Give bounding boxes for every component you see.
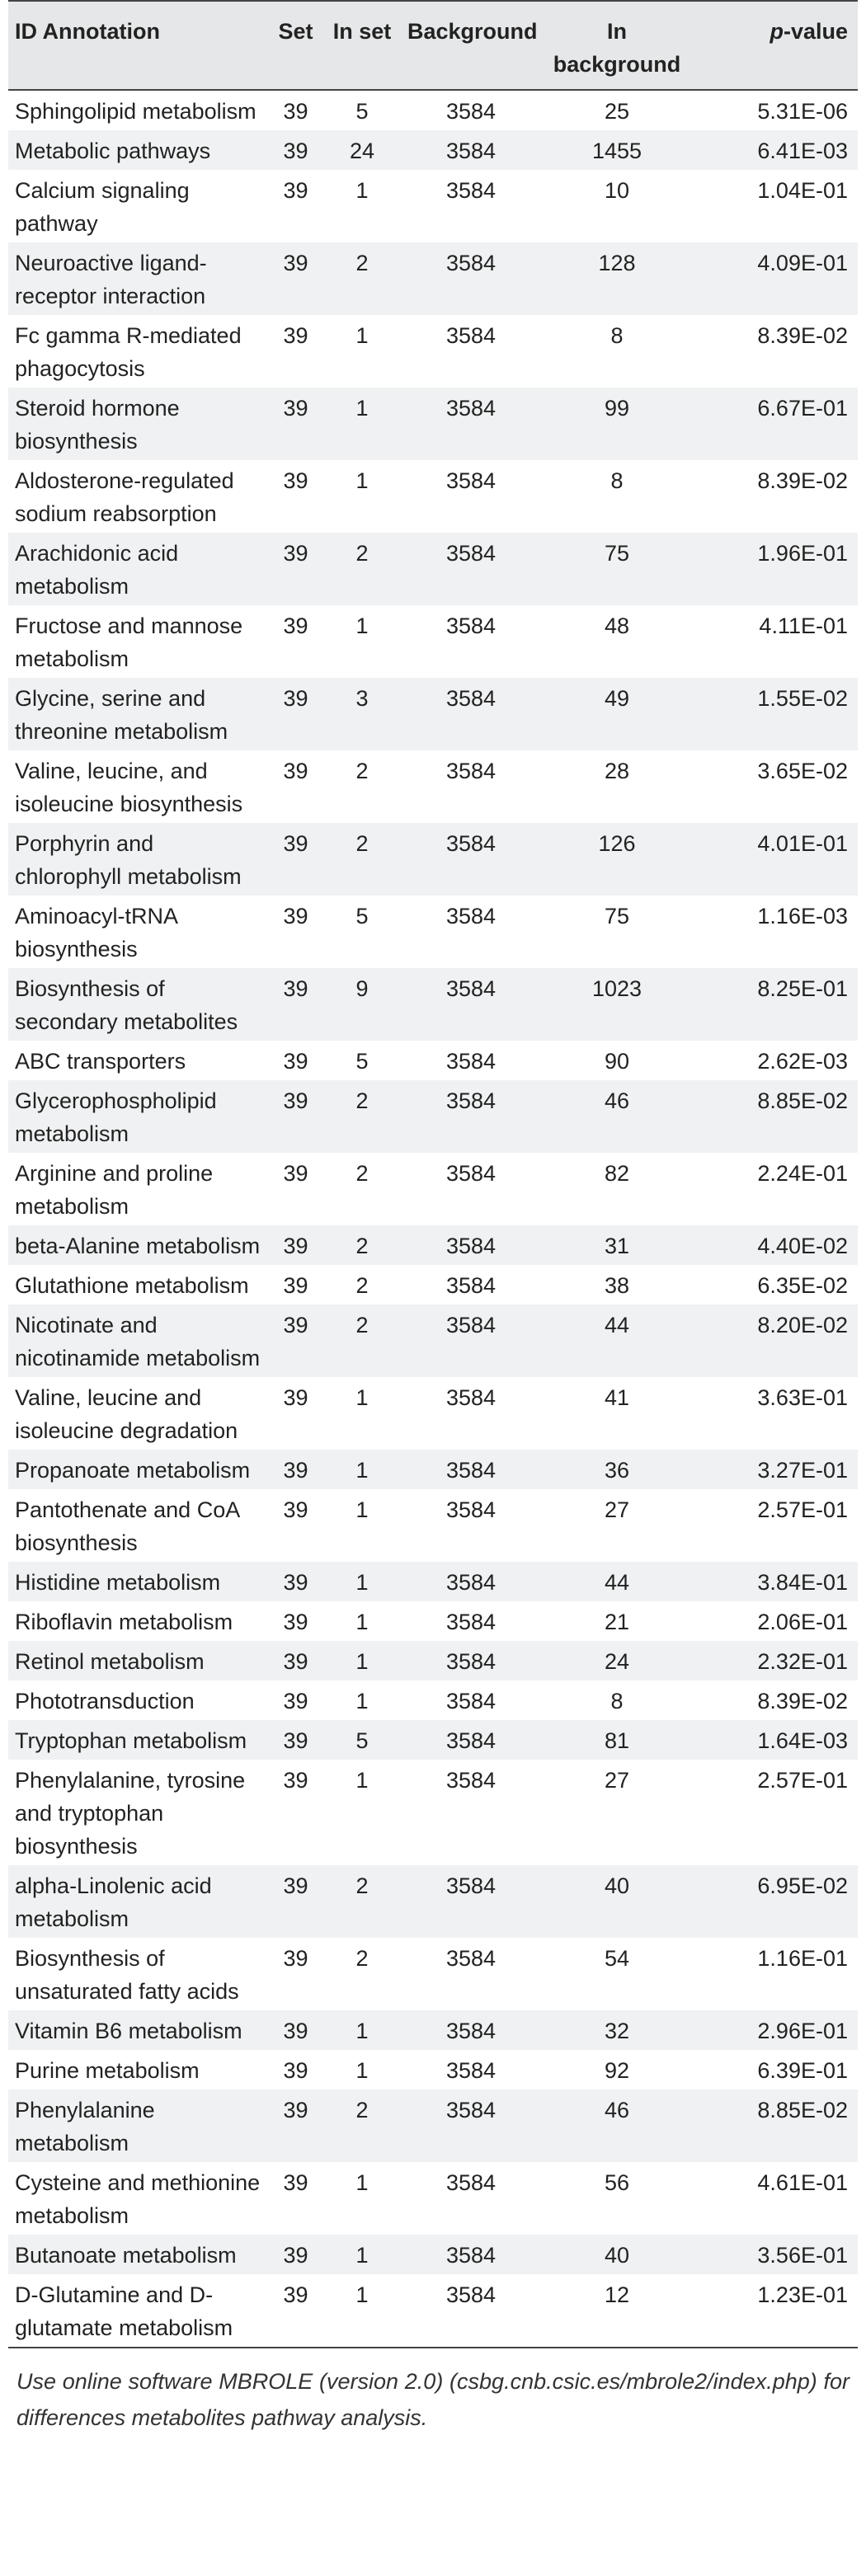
cell-background: 3584	[445, 178, 497, 203]
table-row	[8, 242, 858, 315]
table-row	[8, 1562, 858, 1601]
header-row	[8, 1, 858, 90]
cell-in-background: 27	[604, 1768, 630, 1793]
cell-set: 39	[283, 1049, 308, 1074]
cell-p-value: 4.09E-01	[757, 251, 848, 275]
table-row	[8, 968, 858, 1041]
cell-annotation: Fructose and mannose metabolism	[15, 613, 243, 671]
cell-set: 39	[283, 686, 308, 711]
cell-p-value: 8.20E-02	[757, 1313, 848, 1337]
cell-set: 39	[283, 2019, 308, 2043]
cell-p-value: 5.31E-06	[757, 99, 848, 124]
table-row	[8, 2235, 858, 2274]
table-row	[8, 1641, 858, 1681]
cell-in-background: 81	[604, 1728, 630, 1753]
table-row	[8, 750, 858, 823]
cell-set: 39	[283, 1234, 308, 1258]
cell-in-background: 44	[604, 1570, 630, 1595]
table-row	[8, 678, 858, 750]
table-row	[8, 823, 858, 895]
cell-set: 39	[283, 1088, 308, 1113]
cell-in-background: 10	[604, 178, 630, 203]
cell-in-background: 49	[604, 686, 630, 711]
cell-in-set: 1	[355, 2058, 369, 2083]
cell-annotation: Porphyrin and chlorophyll metabolism	[15, 831, 242, 889]
cell-in-set: 5	[355, 1049, 369, 1074]
cell-background: 3584	[445, 2098, 497, 2122]
cell-in-background: 40	[604, 2243, 630, 2268]
cell-in-set: 3	[355, 686, 369, 711]
header-p-suffix: -value	[783, 19, 848, 44]
table-row	[8, 2274, 858, 2348]
cell-background: 3584	[445, 2282, 497, 2307]
cell-annotation: Histidine metabolism	[15, 1570, 221, 1595]
table-row	[8, 2089, 858, 2162]
cell-set: 39	[283, 178, 308, 203]
cell-background: 3584	[445, 904, 497, 928]
cell-background: 3584	[445, 1728, 497, 1753]
cell-p-value: 6.41E-03	[757, 139, 848, 163]
cell-annotation: Pantothenate and CoA biosynthesis	[15, 1497, 239, 1555]
cell-in-set: 1	[355, 323, 369, 348]
cell-background: 3584	[445, 613, 497, 638]
cell-p-value: 1.96E-01	[757, 541, 848, 566]
cell-in-set: 1	[355, 1689, 369, 1713]
cell-in-background: 41	[604, 1385, 630, 1410]
cell-in-background: 8	[610, 1689, 624, 1713]
cell-annotation: Nicotinate and nicotinamide metabolism	[15, 1313, 261, 1370]
cell-in-set: 2	[355, 251, 369, 275]
cell-set: 39	[283, 1946, 308, 1971]
cell-in-set: 24	[349, 139, 375, 163]
table-row	[8, 533, 858, 605]
table-row	[8, 1450, 858, 1489]
cell-background: 3584	[445, 1313, 497, 1337]
cell-in-set: 2	[355, 2098, 369, 2122]
cell-background: 3584	[445, 831, 497, 856]
cell-in-background: 54	[604, 1946, 630, 1971]
cell-in-set: 1	[355, 1497, 369, 1522]
cell-in-set: 1	[355, 178, 369, 203]
cell-in-set: 2	[355, 541, 369, 566]
cell-in-set: 1	[355, 1610, 369, 1634]
cell-set: 39	[283, 976, 308, 1001]
cell-set: 39	[283, 2058, 308, 2083]
cell-p-value: 4.11E-01	[759, 613, 848, 638]
cell-in-background: 12	[604, 2282, 630, 2307]
cell-set: 39	[283, 759, 308, 783]
cell-annotation: Valine, leucine and isoleucine degradation	[15, 1385, 238, 1443]
cell-annotation: Purine metabolism	[15, 2058, 200, 2083]
cell-p-value: 3.63E-01	[757, 1385, 848, 1410]
cell-p-value: 8.39E-02	[757, 1689, 848, 1713]
cell-set: 39	[283, 139, 308, 163]
cell-in-set: 5	[355, 99, 369, 124]
cell-p-value: 1.04E-01	[757, 178, 848, 203]
cell-set: 39	[283, 1570, 308, 1595]
cell-in-set: 1	[355, 613, 369, 638]
cell-p-value: 3.27E-01	[757, 1458, 848, 1483]
cell-in-set: 2	[355, 1088, 369, 1113]
table-row	[8, 170, 858, 242]
cell-p-value: 2.57E-01	[757, 1768, 848, 1793]
cell-annotation: Biosynthesis of secondary metabolites	[15, 976, 238, 1034]
cell-annotation: Retinol metabolism	[15, 1649, 205, 1674]
cell-p-value: 6.39E-01	[757, 2058, 848, 2083]
cell-p-value: 1.16E-01	[757, 1946, 848, 1971]
cell-background: 3584	[445, 139, 497, 163]
cell-in-set: 1	[355, 1649, 369, 1674]
cell-in-background: 24	[604, 1649, 630, 1674]
cell-background: 3584	[445, 686, 497, 711]
table-row	[8, 1041, 858, 1080]
cell-annotation: Metabolic pathways	[15, 139, 211, 163]
cell-set: 39	[283, 2282, 308, 2307]
cell-annotation: Glutathione metabolism	[15, 1273, 249, 1298]
cell-p-value: 1.64E-03	[757, 1728, 848, 1753]
table-row	[8, 2050, 858, 2089]
cell-in-set: 1	[355, 1768, 369, 1793]
cell-set: 39	[283, 1728, 308, 1753]
cell-in-set: 5	[355, 904, 369, 928]
cell-in-background: 27	[604, 1497, 630, 1522]
header-p-value	[693, 1, 858, 90]
cell-annotation: Propanoate metabolism	[15, 1458, 251, 1483]
cell-in-background: 25	[604, 99, 630, 124]
cell-annotation: Neuroactive ligand-receptor interaction	[15, 251, 207, 308]
cell-annotation: Aldosterone-regulated sodium reabsorption	[15, 468, 234, 526]
cell-in-set: 9	[355, 976, 369, 1001]
cell-set: 39	[283, 1610, 308, 1634]
cell-in-background: 38	[604, 1273, 630, 1298]
cell-in-background: 21	[604, 1610, 630, 1634]
cell-set: 39	[283, 396, 308, 421]
cell-p-value: 8.85E-02	[757, 1088, 848, 1113]
cell-background: 3584	[445, 1649, 497, 1674]
header-set: Set	[278, 19, 313, 44]
cell-p-value: 2.57E-01	[757, 1497, 848, 1522]
cell-p-value: 1.16E-03	[757, 904, 848, 928]
cell-set: 39	[283, 2170, 308, 2195]
cell-in-background: 82	[604, 1161, 630, 1186]
cell-annotation: Cysteine and methionine metabolism	[15, 2170, 261, 2228]
cell-in-background: 28	[604, 759, 630, 783]
table-row	[8, 1938, 858, 2010]
table-row	[8, 1681, 858, 1720]
cell-p-value: 4.61E-01	[757, 2170, 848, 2195]
table-row	[8, 90, 858, 130]
cell-in-background: 56	[604, 2170, 630, 2195]
cell-background: 3584	[445, 2170, 497, 2195]
cell-annotation: Biosynthesis of unsaturated fatty acids	[15, 1946, 239, 2004]
cell-in-set: 2	[355, 1234, 369, 1258]
cell-set: 39	[283, 2098, 308, 2122]
cell-in-background: 126	[598, 831, 636, 856]
table-body	[8, 90, 858, 2348]
cell-background: 3584	[445, 251, 497, 275]
cell-background: 3584	[445, 1689, 497, 1713]
cell-annotation: Fc gamma R-mediated phagocytosis	[15, 323, 242, 381]
cell-annotation: Phototransduction	[15, 1689, 195, 1713]
cell-background: 3584	[445, 1610, 497, 1634]
table-row	[8, 1304, 858, 1377]
table-row	[8, 1080, 858, 1153]
cell-background: 3584	[445, 541, 497, 566]
cell-in-set: 2	[355, 1873, 369, 1898]
cell-annotation: Butanoate metabolism	[15, 2243, 237, 2268]
cell-in-background: 40	[604, 1873, 630, 1898]
cell-in-set: 1	[355, 1570, 369, 1595]
table-footnote: Use online software MBROLE (version 2.0) (csbg.cnb.csic.es/mbrole2/index.php) for differences metabolites pathway analysis.	[16, 2369, 850, 2430]
cell-background: 3584	[445, 1458, 497, 1483]
cell-set: 39	[283, 323, 308, 348]
cell-set: 39	[283, 468, 308, 493]
cell-background: 3584	[445, 396, 497, 421]
cell-p-value: 8.39E-02	[757, 468, 848, 493]
cell-in-background: 1023	[591, 976, 642, 1001]
cell-in-set: 1	[355, 2282, 369, 2307]
cell-background: 3584	[445, 1088, 497, 1113]
header-p-italic: p	[770, 19, 784, 44]
cell-set: 39	[283, 904, 308, 928]
cell-annotation: Vitamin B6 metabolism	[15, 2019, 242, 2043]
cell-annotation: Arachidonic acid metabolism	[15, 541, 179, 599]
table-row	[8, 1265, 858, 1304]
cell-background: 3584	[445, 976, 497, 1001]
cell-annotation: alpha-Linolenic acid metabolism	[15, 1873, 212, 1931]
cell-set: 39	[283, 1497, 308, 1522]
cell-p-value: 1.23E-01	[757, 2282, 848, 2307]
cell-in-background: 90	[604, 1049, 630, 1074]
cell-in-background: 8	[610, 468, 624, 493]
cell-p-value: 8.25E-01	[757, 976, 848, 1001]
cell-in-background: 128	[598, 251, 636, 275]
cell-in-set: 1	[355, 2019, 369, 2043]
cell-in-background: 1455	[591, 139, 642, 163]
table-row	[8, 895, 858, 968]
table-header	[8, 1, 858, 90]
cell-p-value: 8.85E-02	[757, 2098, 848, 2122]
table-row	[8, 605, 858, 678]
cell-p-value: 1.55E-02	[757, 686, 848, 711]
cell-in-set: 1	[355, 2243, 369, 2268]
cell-annotation: Tryptophan metabolism	[15, 1728, 247, 1753]
cell-set: 39	[283, 1649, 308, 1674]
cell-annotation: Riboflavin metabolism	[15, 1610, 233, 1634]
cell-p-value: 6.67E-01	[757, 396, 848, 421]
cell-annotation: Arginine and proline metabolism	[15, 1161, 214, 1219]
header-in-background: In background	[553, 19, 681, 77]
cell-in-background: 46	[604, 2098, 630, 2122]
table-row	[8, 1760, 858, 1865]
cell-p-value: 2.96E-01	[757, 2019, 848, 2043]
cell-set: 39	[283, 1161, 308, 1186]
cell-p-value: 3.84E-01	[757, 1570, 848, 1595]
cell-set: 39	[283, 1689, 308, 1713]
cell-background: 3584	[445, 1768, 497, 1793]
cell-in-background: 31	[604, 1234, 630, 1258]
cell-in-background: 99	[604, 396, 630, 421]
cell-background: 3584	[445, 468, 497, 493]
cell-background: 3584	[445, 1161, 497, 1186]
cell-p-value: 6.35E-02	[757, 1273, 848, 1298]
table-row	[8, 388, 858, 460]
cell-in-set: 2	[355, 1161, 369, 1186]
cell-in-set: 1	[355, 468, 369, 493]
cell-background: 3584	[445, 1570, 497, 1595]
cell-in-set: 5	[355, 1728, 369, 1753]
table-row	[8, 1601, 858, 1641]
cell-set: 39	[283, 1768, 308, 1793]
cell-p-value: 2.24E-01	[757, 1161, 848, 1186]
cell-in-set: 2	[355, 1946, 369, 1971]
cell-p-value: 2.06E-01	[757, 1610, 848, 1634]
cell-annotation: Valine, leucine, and isoleucine biosynthesis	[15, 759, 243, 816]
cell-background: 3584	[445, 2058, 497, 2083]
table-row	[8, 1489, 858, 1562]
cell-in-set: 2	[355, 1313, 369, 1337]
cell-set: 39	[283, 2243, 308, 2268]
table-row	[8, 1153, 858, 1225]
cell-set: 39	[283, 251, 308, 275]
cell-in-background: 75	[604, 541, 630, 566]
pathway-table	[8, 0, 858, 2348]
cell-set: 39	[283, 1313, 308, 1337]
cell-in-background: 36	[604, 1458, 630, 1483]
cell-set: 39	[283, 1873, 308, 1898]
cell-in-background: 48	[604, 613, 630, 638]
cell-in-set: 1	[355, 1385, 369, 1410]
header-in-set: In set	[332, 19, 392, 44]
cell-annotation: beta-Alanine metabolism	[15, 1234, 261, 1258]
cell-p-value: 3.56E-01	[757, 2243, 848, 2268]
cell-set: 39	[283, 541, 308, 566]
table-row	[8, 1377, 858, 1450]
cell-background: 3584	[445, 1497, 497, 1522]
cell-in-background: 8	[610, 323, 624, 348]
table-row	[8, 130, 858, 170]
cell-background: 3584	[445, 1049, 497, 1074]
table-row	[8, 315, 858, 388]
cell-p-value: 2.62E-03	[757, 1049, 848, 1074]
cell-background: 3584	[445, 759, 497, 783]
cell-annotation: Steroid hormone biosynthesis	[15, 396, 180, 454]
cell-annotation: Glycerophospholipid metabolism	[15, 1088, 217, 1146]
cell-annotation: Calcium signaling pathway	[15, 178, 190, 236]
table-row	[8, 1225, 858, 1265]
table-row	[8, 1720, 858, 1760]
header-background: Background	[407, 19, 538, 44]
cell-annotation: Phenylalanine metabolism	[15, 2098, 155, 2155]
cell-annotation: ABC transporters	[15, 1049, 186, 1074]
cell-background: 3584	[445, 1273, 497, 1298]
cell-background: 3584	[445, 2243, 497, 2268]
cell-in-set: 2	[355, 831, 369, 856]
cell-annotation: Aminoacyl-tRNA biosynthesis	[15, 904, 177, 961]
cell-annotation: D-Glutamine and D-glutamate metabolism	[15, 2282, 233, 2340]
cell-in-background: 46	[604, 1088, 630, 1113]
cell-in-background: 75	[604, 904, 630, 928]
cell-in-background: 44	[604, 1313, 630, 1337]
cell-set: 39	[283, 1458, 308, 1483]
cell-in-set: 1	[355, 396, 369, 421]
cell-in-background: 92	[604, 2058, 630, 2083]
cell-in-set: 2	[355, 1273, 369, 1298]
cell-background: 3584	[445, 1234, 497, 1258]
cell-in-background: 32	[604, 2019, 630, 2043]
cell-background: 3584	[445, 1946, 497, 1971]
cell-p-value: 4.01E-01	[757, 831, 848, 856]
cell-background: 3584	[445, 99, 497, 124]
cell-set: 39	[283, 1273, 308, 1298]
table-row	[8, 2010, 858, 2050]
cell-in-set: 1	[355, 1458, 369, 1483]
cell-annotation: Phenylalanine, tyrosine and tryptophan biosynthesis	[15, 1768, 246, 1859]
cell-p-value: 8.39E-02	[757, 323, 848, 348]
table-row	[8, 460, 858, 533]
cell-background: 3584	[445, 323, 497, 348]
table-row	[8, 1865, 858, 1938]
cell-p-value: 2.32E-01	[757, 1649, 848, 1674]
cell-p-value: 4.40E-02	[757, 1234, 848, 1258]
cell-set: 39	[283, 831, 308, 856]
cell-in-set: 1	[355, 2170, 369, 2195]
cell-background: 3584	[445, 1385, 497, 1410]
cell-background: 3584	[445, 1873, 497, 1898]
cell-background: 3584	[445, 2019, 497, 2043]
cell-annotation: Sphingolipid metabolism	[15, 99, 257, 124]
cell-in-set: 2	[355, 759, 369, 783]
cell-p-value: 3.65E-02	[757, 759, 848, 783]
table-row	[8, 2162, 858, 2235]
cell-p-value: 6.95E-02	[757, 1873, 848, 1898]
cell-annotation: Glycine, serine and threonine metabolism	[15, 686, 228, 744]
header-annotation: ID Annotation	[15, 19, 160, 44]
cell-set: 39	[283, 1385, 308, 1410]
cell-set: 39	[283, 99, 308, 124]
cell-set: 39	[283, 613, 308, 638]
